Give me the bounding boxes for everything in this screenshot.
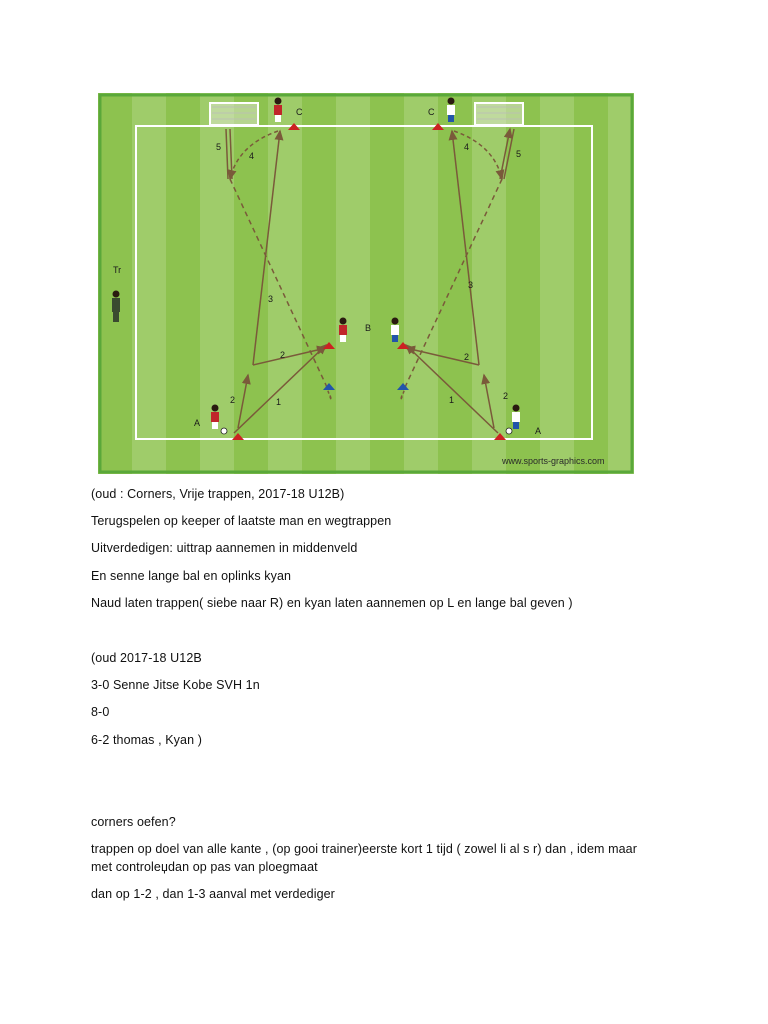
note-line-1: (oud : Corners, Vrije trappen, 2017-18 U12B) [91, 487, 345, 501]
note-line-6: (oud 2017-18 U12B [91, 651, 202, 665]
label-n1-left: 1 [276, 397, 282, 407]
goal-right [475, 103, 523, 125]
note-line-13: dan op 1-2 , dan 1-3 aanval met verdediger [91, 887, 335, 901]
player-red-top [274, 98, 282, 123]
label-b: B [365, 323, 372, 333]
label-n4-right: 4 [464, 142, 470, 152]
label-n5-right: 5 [516, 149, 522, 159]
label-n2b-left: 2 [280, 350, 286, 360]
label-n2b-right: 2 [464, 352, 470, 362]
label-trainer: Tr [113, 265, 122, 275]
note-line-3: Uitverdedigen: uittrap aannemen in middenveld [91, 541, 358, 555]
label-c-left: C [296, 107, 303, 117]
player-white-top [447, 98, 455, 123]
label-n3-left: 3 [268, 294, 274, 304]
label-c-right: C [428, 107, 435, 117]
note-line-7: 3-0 Senne Jitse Kobe SVH 1n [91, 678, 260, 692]
label-a-left: A [194, 418, 201, 428]
label-n3-right: 3 [468, 280, 474, 290]
note-line-12: met controleџdan op pas van ploegmaat [91, 860, 318, 874]
player-white-mid [391, 318, 399, 343]
note-line-10: corners oefen? [91, 815, 176, 829]
label-n2a-right: 2 [503, 391, 509, 401]
label-n1-right: 1 [449, 395, 455, 405]
note-line-8: 8-0 [91, 705, 110, 719]
label-a-right: A [535, 426, 542, 436]
note-line-4: En senne lange bal en oplinks kyan [91, 569, 292, 583]
note-line-2: Terugspelen op keeper of laatste man en wegtrappen [91, 514, 392, 528]
training-diagram [98, 93, 634, 474]
watermark: www.sports-graphics.com [502, 456, 605, 466]
note-line-11: trappen op doel van alle kante , (op gooi trainer)eerste kort 1 tijd ( zowel li al s r) dan , idem maar [91, 842, 637, 856]
player-red-mid [339, 318, 347, 343]
note-line-9: 6-2 thomas , Kyan ) [91, 733, 202, 747]
trainer [112, 291, 120, 323]
label-n4-left: 4 [249, 151, 255, 161]
goal-left [210, 103, 258, 125]
note-line-5: Naud laten trappen( siebe naar R) en kyan laten aannemen op L en lange bal geven ) [91, 596, 573, 610]
label-n2a-left: 2 [230, 395, 236, 405]
label-n5-left: 5 [216, 142, 222, 152]
